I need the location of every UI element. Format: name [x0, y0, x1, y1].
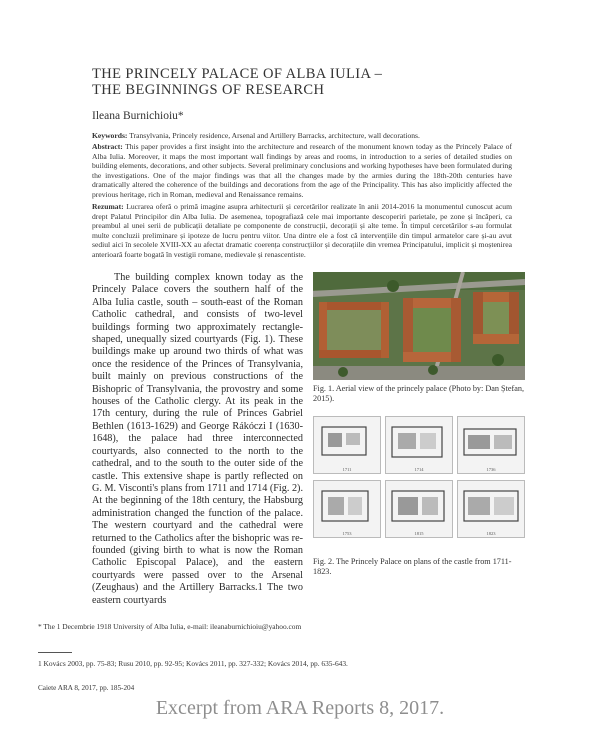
- excerpt-banner: Excerpt from ARA Reports 8, 2017.: [155, 697, 445, 719]
- abstract-text: This paper provides a first insight into the architecture and research of the monument known today as the Princely Palace of Alba Iulia. Moreover, it maps the most important wall findings by areas and rooms, in introduction to a series of detailed studies on building elements, decorations, and other subjects. Several preliminary conclusions and working hypotheses have been formulated during the investigations. One of the major findings was that all the changes made by the armies during the 18th-20th centuries have dramatically altered the coherence of the buildings and decorations from the age of the Principality. This has also implicitly affected the previous heritage, rich in Roman, medieval and Renaissance remains.: [92, 142, 512, 199]
- plan-year: 1753: [342, 531, 352, 536]
- plan-drawing: [314, 481, 380, 537]
- keywords: [92, 131, 512, 141]
- plan-1714: [385, 416, 453, 474]
- author-name: Ileana Burnichioiu*: [92, 110, 184, 122]
- aerial-photo: [313, 272, 525, 380]
- plan-drawing: [386, 481, 452, 537]
- abstract-label: Abstract:: [92, 142, 123, 151]
- footnote-1: 1 Kovács 2003, pp. 75-83; Rusu 2010, pp. 92-95; Kovács 2011, pp. 327-332; Kovács 2014, pp. 635-643.: [38, 659, 348, 668]
- title-line-2: THE BEGINNINGS OF RESEARCH: [92, 82, 325, 98]
- plan-drawing: [386, 417, 452, 473]
- body-column: [92, 272, 303, 607]
- plan-1736: [457, 416, 525, 474]
- plan-year: 1711: [342, 467, 352, 472]
- footnote-affiliation: * The 1 Decembrie 1918 University of Alba Iulia, e-mail: ileanaburnichioiu@yahoo.com: [38, 622, 302, 631]
- rezumat-text: Lucrarea oferă o primă imagine asupra arhitecturii și cercetărilor realizate în anii 2014-2016 la monumentul cunoscut acum drept Palatul Principilor din Alba Iulia. De asemenea, topografiază cele mai importante descoperiri parietale, pe zone și încăperi, ca preambul al unei serii de publicații detaliate pe componente de construcții, decorații și alte teme. În timpul cercetărilor s-au formulat multe concluzii preliminare și ipoteze de lucru pentru viitor. Una dintre ele a fost că intervențiile din timpul armatelor care și-au avut sediul aici în secolele XVIII-XX au afectat dramatic coerența construcțiilor și decorațiile din vremea Principatului, implicit și moștenirea anterioară foarte bogată în vestigii romane, medievale și renascentiste.: [92, 202, 513, 259]
- plan-1823: [457, 480, 525, 538]
- keywords-label: Keywords:: [92, 131, 128, 140]
- plan-year: 1815: [414, 531, 424, 536]
- plan-1753: [313, 480, 381, 538]
- castle-plans: [313, 416, 525, 546]
- plan-year: 1736: [486, 467, 496, 472]
- abstract: [92, 142, 512, 200]
- plan-1711: [313, 416, 381, 474]
- body-paragraph: The building complex known today as the Princely Palace covers the southern half of the Alba Iulia castle, south – south-east of the Roman Catholic cathedral, and consists of two-level buildings forming two approximately rectangle-shaped, unequally sized courtyards (Fig. 1). These buildings make up around two thirds of what was once the residence of the Princes of Transylvania, built mainly on previous constructions of the Bishopric of Transylvania, the provostry and some houses of the Catholic clergy. At its peak in the 17th century, during the rule of Princes Gabriel Bethlen (1613-1629) and George Rákóczi I (1630-1648), the palace had three interconnected courtyards, also connected to the north to the cathedral, and to the south to the outer side of the castle. This extensive shape is partly reflected on G. M. Visconti's plans from 1711 and 1714 (Fig. 2). At the beginning of the 18th century, the Habsburg administration changed the function of the palace. The western courtyard and the cathedral were returned to the Catholics after the bishopric was re-founded (giving birth to what is now the Roman Catholic Episcopal Palace), and the eastern courtyards were passed over to the Arsenal (Zeughaus) and the Artillery Barracks.1 The two eastern courtyards: [92, 272, 303, 606]
- figure-1-caption: Fig. 1. Aerial view of the princely palace (Photo by: Dan Ștefan, 2015).: [313, 384, 524, 403]
- plan-year: 1714: [414, 467, 424, 472]
- plan-1815: [385, 480, 453, 538]
- aerial-photo-image: [313, 272, 525, 380]
- footnote-divider: [38, 652, 72, 653]
- journal-citation: Caiete ARA 8, 2017, pp. 185-204: [38, 684, 135, 692]
- figure-2-caption: Fig. 2. The Princely Palace on plans of the castle from 1711-1823.: [313, 557, 512, 576]
- paper-title: [92, 66, 382, 98]
- plan-year: 1823: [486, 531, 496, 536]
- rezumat-label: Rezumat:: [92, 202, 124, 211]
- rezumat: [92, 202, 512, 260]
- plan-drawing: [458, 417, 524, 473]
- title-line-1: THE PRINCELY PALACE OF ALBA IULIA –: [92, 66, 383, 82]
- plan-drawing: [458, 481, 524, 537]
- plan-drawing: [314, 417, 380, 473]
- keywords-text: Transylvania, Princely residence, Arsenal and Artillery Barracks, architecture, wall decorations.: [129, 131, 420, 140]
